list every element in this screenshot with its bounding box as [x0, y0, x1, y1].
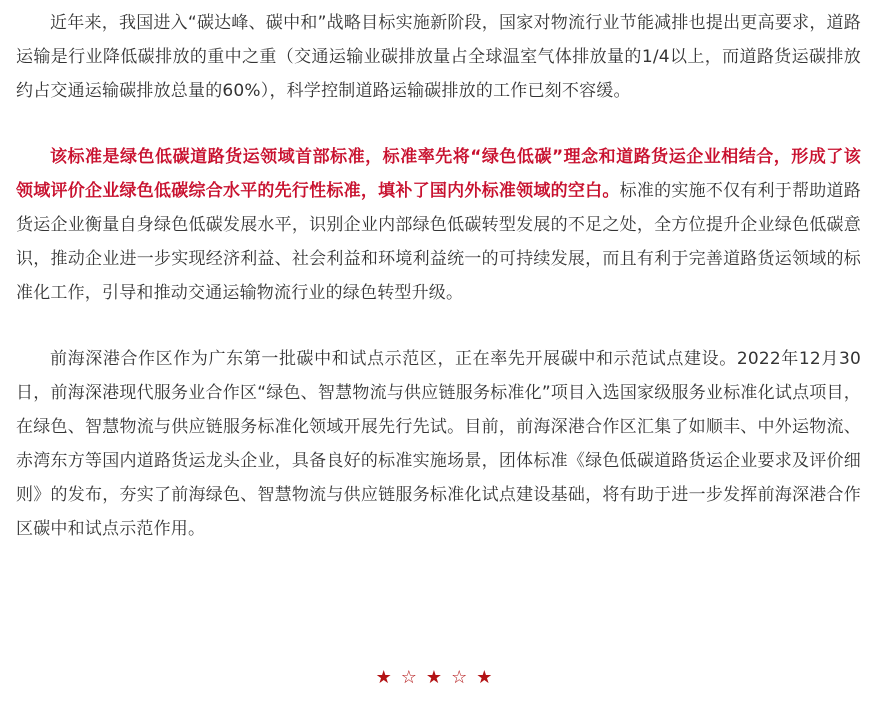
- outline-star-icon: ☆: [400, 667, 426, 688]
- highlighted-statement: 该标准是绿色低碳道路货运领域首部标准，标准率先将“绿色低碳”理念和道路货运企业相结合，形成了该领域评价企业绿色低碳综合水平的先行性标准，填补了国内外标准领域的空白。: [16, 147, 861, 201]
- paragraph-qianhai-text: 前海深港合作区作为广东第一批碳中和试点示范区，正在率先开展碳中和示范试点建设。2022年12月30日，前海深港现代服务业合作区“绿色、智慧物流与供应链服务标准化”项目入选国家级服务业标准化试点项目，在绿色、智慧物流与供应链服务标准化领域开展先行先试。目前，前海深港合作区汇集了如顺丰、中外运物流、赤湾东方等国内道路货运龙头企业，具备良好的标准实施场景，团体标准《绿色低碳道路货运企业要求及评价细则》的发布，夯实了前海绿色、智慧物流与供应链服务标准化试点建设基础，将有助于进一步发挥前海深港合作区碳中和试点示范作用。: [16, 349, 861, 539]
- paragraph-qianhai: [16, 342, 861, 546]
- paragraph-intro: [16, 6, 861, 108]
- star-divider: [0, 664, 877, 692]
- filled-star-icon: ★: [375, 667, 401, 688]
- outline-star-icon: ☆: [451, 667, 477, 688]
- paragraph-standard: [16, 140, 861, 310]
- filled-star-icon: ★: [425, 667, 452, 688]
- paragraph-intro-text: 近年来，我国进入“碳达峰、碳中和”战略目标实施新阶段，国家对物流行业节能减排也提出更高要求，道路运输是行业降低碳排放的重中之重（交通运输业碳排放量占全球温室气体排放量的1/4以上，而道路货运碳排放约占交通运输碳排放总量的60%），科学控制道路运输碳排放的工作已刻不容缓。: [16, 13, 861, 101]
- paragraph-standard-text: 标准的实施不仅有利于帮助道路货运企业衡量自身绿色低碳发展水平，识别企业内部绿色低碳转型发展的不足之处，全方位提升企业绿色低碳意识，推动企业进一步实现经济利益、社会利益和环境利益统一的可持续发展，而且有利于完善道路货运领域的标准化工作，引导和推动交通运输物流行业的绿色转型升级。: [16, 181, 861, 303]
- filled-star-icon: ★: [476, 667, 502, 688]
